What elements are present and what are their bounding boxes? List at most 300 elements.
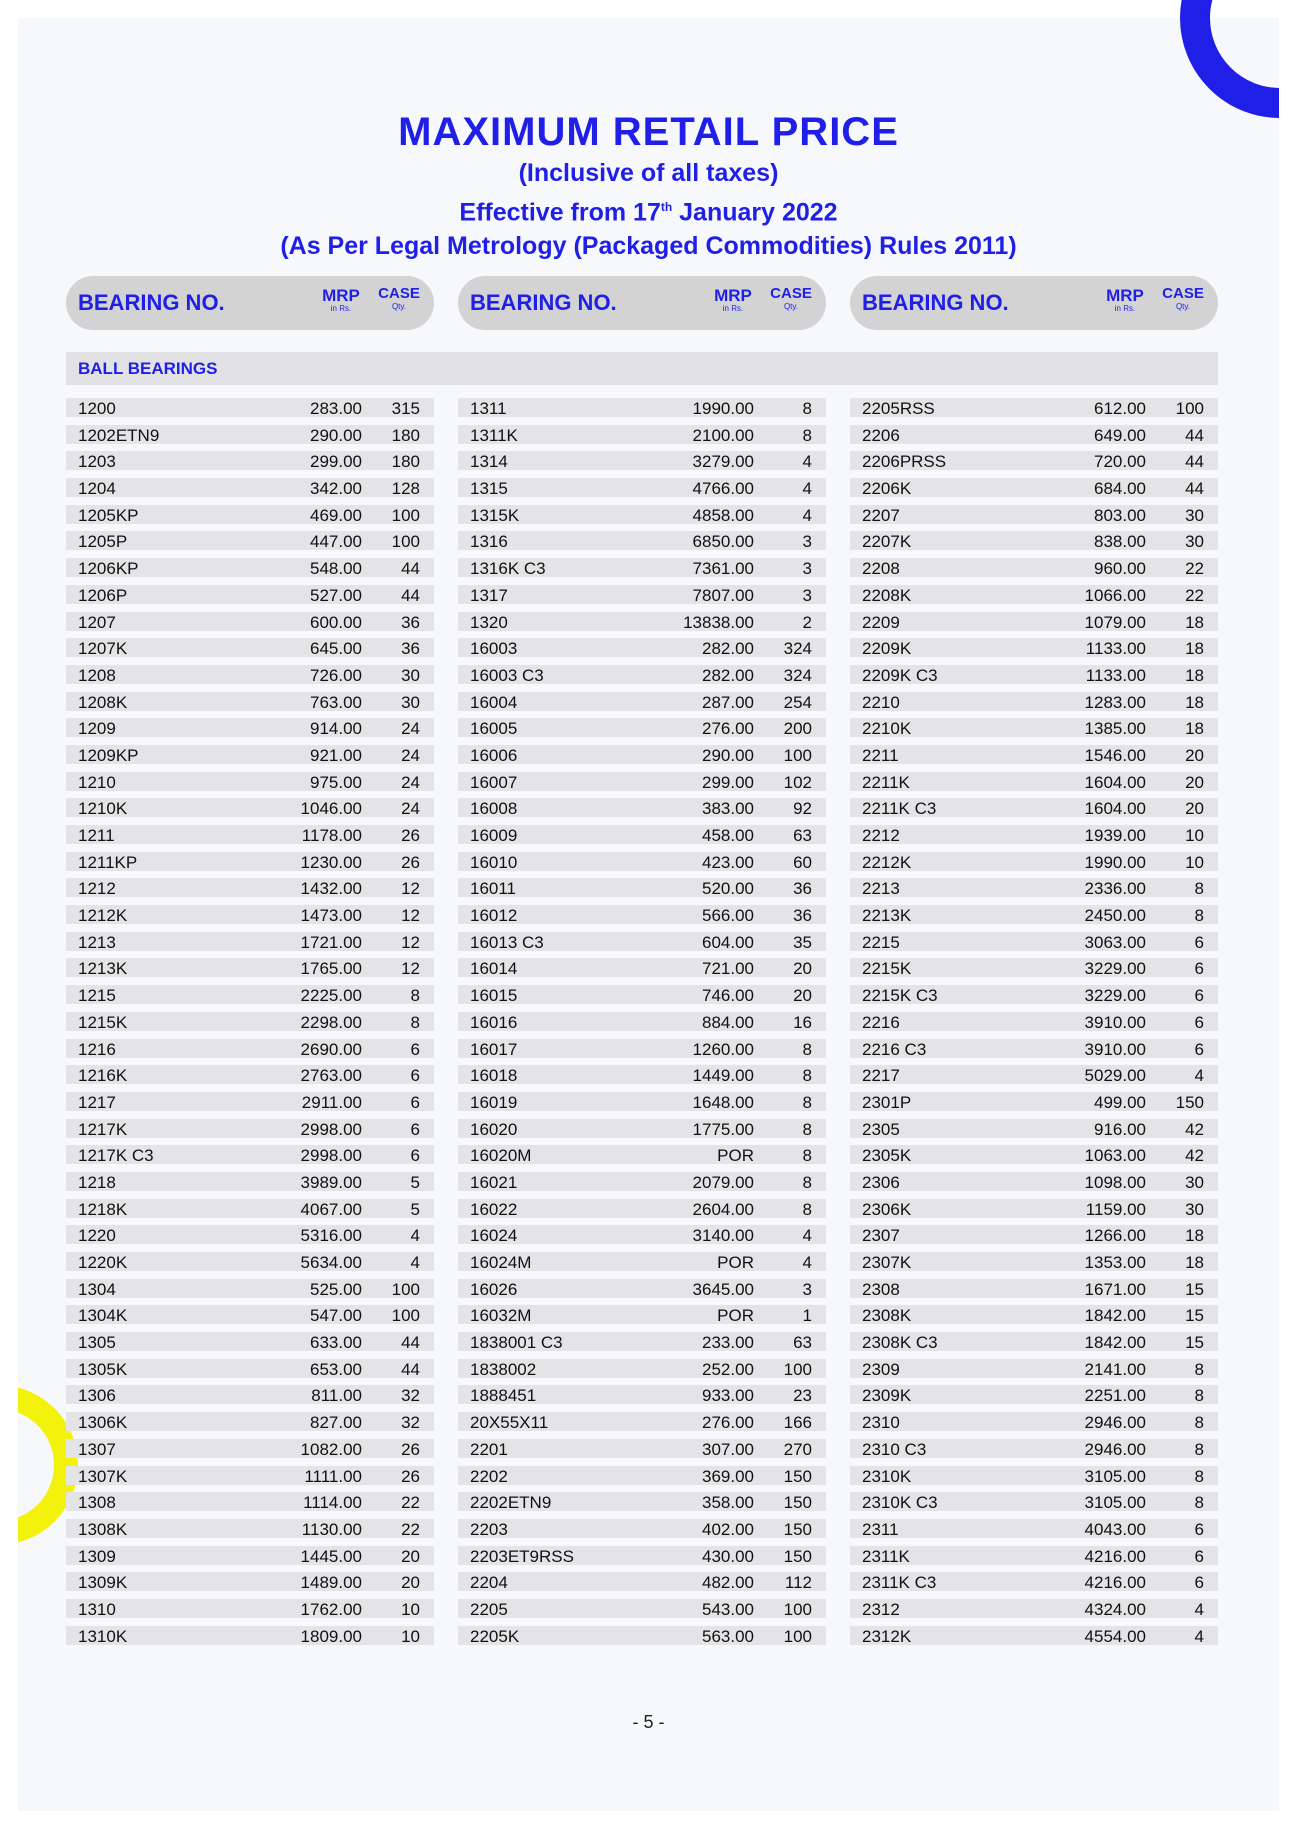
row-shading (66, 772, 434, 791)
row-shading (458, 612, 826, 631)
bearing-number: 2207 (862, 505, 900, 525)
mrp-value: 1079.00 (1084, 612, 1146, 632)
case-qty: 150 (783, 1519, 812, 1539)
case-qty: 100 (391, 1306, 420, 1326)
case-qty: 6 (1194, 959, 1204, 979)
mrp-value: 645.00 (310, 639, 362, 659)
case-qty: 30 (401, 692, 420, 712)
table-row (850, 1305, 1218, 1332)
case-qty: 6 (410, 1066, 420, 1086)
mrp-value: 1063.00 (1084, 1146, 1146, 1166)
row-shading (66, 1439, 434, 1458)
table-row (458, 1385, 826, 1412)
case-qty: 24 (401, 772, 420, 792)
mrp-value: 1842.00 (1084, 1333, 1146, 1353)
mrp-value: 543.00 (702, 1599, 754, 1619)
mrp-value: 2141.00 (1084, 1359, 1146, 1379)
mrp-value: 914.00 (310, 719, 362, 739)
case-qty: 8 (802, 1066, 812, 1086)
case-qty: 8 (410, 1012, 420, 1032)
bearing-number: 1217K (78, 1119, 128, 1139)
bearing-number: 2212 (862, 826, 900, 845)
bearing-number: 2215 (862, 932, 900, 952)
bearing-number: 16004 (470, 692, 518, 712)
row-shading (850, 878, 1218, 897)
table-row (458, 451, 826, 478)
row-shading (458, 451, 826, 470)
mrp-value: 1353.00 (1084, 1253, 1146, 1272)
bearing-number: 2312K (862, 1626, 912, 1646)
case-qty: 24 (401, 745, 420, 765)
mrp-value: 7807.00 (692, 585, 754, 605)
mrp-value: 1449.00 (692, 1066, 754, 1086)
bearing-number: 1205P (78, 532, 128, 552)
bearing-number: 16026 (470, 1279, 518, 1299)
case-qty: 44 (1185, 425, 1204, 445)
bearing-number: 1213 (78, 932, 116, 952)
case-qty: 6 (410, 1092, 420, 1112)
bearing-number: 2215K C3 (862, 986, 938, 1006)
mrp-value: 1775.00 (692, 1119, 754, 1139)
bearing-number: 16024M (470, 1253, 532, 1272)
table-row (850, 1412, 1218, 1439)
mrp-value: 3105.00 (1084, 1493, 1146, 1513)
row-shading (458, 585, 826, 604)
bearing-number: 2216 C3 (862, 1039, 927, 1059)
mrp-value: 1473.00 (300, 906, 362, 926)
case-qty: 8 (802, 1146, 812, 1166)
bearing-number: 1209KP (78, 745, 139, 765)
mrp-value: 1432.00 (300, 879, 362, 899)
mrp-value: 4554.00 (1084, 1626, 1146, 1646)
case-qty: 63 (793, 826, 812, 845)
table-row (850, 665, 1218, 692)
mrp-value: 1489.00 (300, 1573, 362, 1593)
mrp-unit: in Rs. (1114, 304, 1136, 313)
case-qty: 4 (802, 1226, 812, 1246)
case-qty: 22 (401, 1519, 420, 1539)
table-row (850, 1466, 1218, 1493)
bearing-number: 2202 (470, 1466, 508, 1486)
case-qty: 166 (783, 1413, 812, 1433)
bearing-number: 1211KP (78, 852, 138, 872)
bearing-number: 2205RSS (862, 399, 935, 418)
mrp-value: 1604.00 (1084, 772, 1146, 792)
table-row (850, 505, 1218, 532)
mrp-value: 1445.00 (300, 1546, 362, 1566)
case-qty: 4 (1194, 1626, 1204, 1646)
table-row (458, 638, 826, 665)
mrp-value: 1604.00 (1084, 799, 1146, 819)
case-qty: 2 (802, 612, 812, 632)
case-qty: 18 (1185, 719, 1204, 739)
table-row (66, 1412, 434, 1439)
row-shading (850, 932, 1218, 951)
bearing-number: 2310 (862, 1413, 900, 1433)
row-shading (850, 1519, 1218, 1538)
case-qty: 44 (401, 1333, 420, 1353)
mrp-value: 527.00 (310, 585, 362, 605)
table-row (66, 558, 434, 585)
case-qty: 44 (1185, 479, 1204, 499)
case-qty: 10 (1185, 852, 1204, 872)
mrp-value: 287.00 (702, 692, 754, 712)
case-qty: 20 (401, 1546, 420, 1566)
case-qty: 10 (401, 1599, 420, 1619)
case-qty: 8 (802, 1199, 812, 1219)
mrp-value: 721.00 (702, 959, 754, 979)
case-qty: 22 (401, 1493, 420, 1513)
mrp-value: 1809.00 (300, 1626, 362, 1646)
mrp-value: 3229.00 (1084, 959, 1146, 979)
rules-note: (As Per Legal Metrology (Packaged Commodities) Rules 2011) (280, 232, 1017, 261)
case-qty: 100 (391, 505, 420, 525)
mrp-label (316, 288, 366, 313)
case-qty-label (766, 286, 816, 311)
mrp-value: 960.00 (1094, 559, 1146, 579)
bearing-number: 2206PRSS (862, 452, 947, 472)
table-row (66, 932, 434, 959)
case-qty: 3 (802, 532, 812, 552)
mrp-value: 402.00 (702, 1519, 754, 1539)
table-row (458, 1012, 826, 1039)
mrp-value: 307.00 (702, 1439, 754, 1459)
bearing-number: 2307 (862, 1226, 900, 1246)
case-qty: 8 (1194, 1413, 1204, 1433)
table-row (66, 612, 434, 639)
mrp-value: 276.00 (702, 719, 754, 739)
bearing-number: 1207K (78, 639, 128, 659)
row-shading (66, 985, 434, 1004)
table-row (458, 1466, 826, 1493)
table-row (458, 1039, 826, 1066)
mrp-value: 1939.00 (1084, 826, 1146, 845)
bearing-number: 2212K (862, 852, 912, 872)
table-row (850, 825, 1218, 852)
row-shading (458, 1519, 826, 1538)
table-row (458, 852, 826, 879)
table-row (458, 531, 826, 558)
table-row (66, 665, 434, 692)
bearing-number: 1307 (78, 1439, 116, 1459)
section-title: BALL BEARINGS (78, 359, 218, 378)
bearing-number: 2211K (862, 772, 910, 792)
table-row (850, 798, 1218, 825)
bearing-no-label: BEARING NO. (78, 290, 225, 315)
table-row (66, 1252, 434, 1279)
row-shading (458, 398, 826, 417)
mrp-value: 633.00 (310, 1333, 362, 1353)
row-shading (66, 1599, 434, 1618)
bearing-number: 1305K (78, 1359, 128, 1379)
table-row (458, 1145, 826, 1172)
case-qty: 5 (410, 1199, 420, 1219)
case-qty: 8 (802, 1119, 812, 1139)
mrp-value: 566.00 (702, 906, 754, 926)
bearing-number: 1216 (78, 1039, 116, 1059)
row-shading (850, 1065, 1218, 1084)
table-row (66, 745, 434, 772)
case-qty: 16 (793, 1012, 812, 1032)
bearing-number: 1206P (78, 585, 128, 605)
row-shading (66, 878, 434, 897)
bearing-number: 16022 (470, 1199, 518, 1219)
row-shading (66, 665, 434, 684)
case-qty: 12 (401, 879, 420, 899)
table-row (850, 1519, 1218, 1546)
bearing-number: 16017 (470, 1039, 518, 1059)
table-row (458, 1279, 826, 1306)
bearing-number: 16009 (470, 826, 518, 845)
mrp-value: 369.00 (702, 1466, 754, 1486)
table-row (66, 1546, 434, 1573)
case-qty: 3 (802, 1279, 812, 1299)
mrp-value: 547.00 (310, 1306, 362, 1326)
mrp-label (708, 288, 758, 313)
case-qty: 15 (1185, 1306, 1204, 1326)
mrp-value: 2946.00 (1084, 1439, 1146, 1459)
bearing-number: 2211K C3 (862, 799, 937, 819)
table-row (458, 1412, 826, 1439)
bearing-number: 2206 (862, 425, 900, 445)
bearing-number: 2306 (862, 1172, 900, 1192)
case-qty: 8 (802, 1092, 812, 1112)
mrp-value: 358.00 (702, 1493, 754, 1513)
mrp-value: 720.00 (1094, 452, 1146, 472)
case-qty: 36 (401, 639, 420, 659)
mrp-value: 283.00 (310, 399, 362, 418)
mrp-value: 1260.00 (692, 1039, 754, 1059)
mrp-value: 4766.00 (692, 479, 754, 499)
row-shading (66, 1092, 434, 1111)
row-shading (66, 451, 434, 470)
bearing-number: 1218K (78, 1199, 128, 1219)
bearing-number: 2204 (470, 1573, 508, 1593)
case-qty: 100 (391, 1279, 420, 1299)
price-table-column-2 (458, 398, 826, 1652)
table-row (850, 852, 1218, 879)
case-qty: 12 (401, 932, 420, 952)
case-qty: 92 (793, 799, 812, 819)
bearing-number: 1304 (78, 1279, 116, 1299)
table-row (850, 558, 1218, 585)
mrp-value: 1178.00 (301, 826, 362, 845)
mrp-value: POR (717, 1306, 754, 1326)
bearing-number: 2210 (862, 692, 900, 712)
table-row (458, 505, 826, 532)
case-qty: 4 (802, 1253, 812, 1272)
table-row (458, 825, 826, 852)
tax-note: (Inclusive of all taxes) (518, 159, 779, 187)
mrp-value: 1046.00 (300, 799, 362, 819)
bearing-number: 1211 (78, 826, 115, 845)
mrp-value: 3910.00 (1084, 1039, 1146, 1059)
mrp-value: 1385.00 (1084, 719, 1146, 739)
mrp-value: 469.00 (310, 505, 362, 525)
table-row (66, 1599, 434, 1626)
bearing-number: 1316K C3 (470, 559, 546, 579)
table-row (458, 932, 826, 959)
table-row (458, 878, 826, 905)
table-row (66, 1172, 434, 1199)
case-qty: 8 (410, 986, 420, 1006)
table-row (66, 1092, 434, 1119)
case-qty: 8 (802, 399, 812, 418)
case-unit: Qty. (783, 302, 799, 311)
bearing-number: 16020M (470, 1146, 532, 1166)
table-row (66, 1439, 434, 1466)
bearing-number: 1304K (78, 1306, 128, 1326)
row-shading (850, 1119, 1218, 1138)
bearing-number: 2203ET9RSS (470, 1546, 574, 1566)
row-shading (66, 1279, 434, 1298)
table-row (458, 1439, 826, 1466)
effective-date-pre: Effective from 17 (459, 198, 661, 227)
bearing-number: 16005 (470, 719, 518, 739)
mrp-value: 2079.00 (692, 1172, 754, 1192)
bearing-number: 2207K (862, 532, 912, 552)
table-row (458, 1546, 826, 1573)
mrp-value: 975.00 (310, 772, 362, 792)
row-shading (66, 612, 434, 631)
case-qty: 6 (410, 1119, 420, 1139)
bearing-number: 1212K (78, 906, 128, 926)
case-qty: 3 (802, 559, 812, 579)
mrp-label (1100, 288, 1150, 313)
row-shading (850, 1279, 1218, 1298)
bearing-number: 2217 (862, 1066, 900, 1086)
case-qty: 4 (802, 479, 812, 499)
table-row (850, 1065, 1218, 1092)
row-shading (850, 505, 1218, 524)
table-row (850, 1225, 1218, 1252)
mrp-value: 13838.00 (683, 612, 754, 632)
case-qty: 44 (401, 559, 420, 579)
bearing-number: 1308 (78, 1493, 116, 1513)
case-qty: 150 (783, 1546, 812, 1566)
table-row (458, 1119, 826, 1146)
case-qty: 8 (802, 1172, 812, 1192)
table-row (850, 905, 1218, 932)
mrp-value: 2100.00 (692, 425, 754, 445)
row-shading (850, 1012, 1218, 1031)
bearing-number: 1307K (78, 1466, 128, 1486)
bearing-number: 16011 (470, 879, 517, 899)
row-shading (66, 1039, 434, 1058)
bearing-number: 16010 (470, 852, 518, 872)
table-row (458, 745, 826, 772)
mrp-value: 520.00 (702, 879, 754, 899)
mrp-value: 4858.00 (692, 505, 754, 525)
mrp-value: 1130.00 (301, 1519, 362, 1539)
bearing-number: 1205KP (78, 505, 139, 525)
table-row (66, 531, 434, 558)
bearing-number: 1315K (470, 505, 520, 525)
mrp-value: 383.00 (702, 799, 754, 819)
bearing-number: 2306K (862, 1199, 912, 1219)
case-qty: 18 (1185, 612, 1204, 632)
bearing-number: 16013 C3 (470, 932, 544, 952)
case-qty: 270 (783, 1439, 812, 1459)
case-label-text: CASE (1162, 285, 1204, 302)
bearing-number: 2202ETN9 (470, 1493, 552, 1513)
case-label-text: CASE (378, 285, 420, 302)
case-qty: 8 (1194, 1359, 1204, 1379)
bearing-number: 16019 (470, 1092, 518, 1112)
table-row (66, 1119, 434, 1146)
mrp-value: 604.00 (702, 932, 754, 952)
case-qty: 35 (793, 932, 812, 952)
mrp-value: 290.00 (702, 745, 754, 765)
bearing-number: 16020 (470, 1119, 518, 1139)
bearing-number: 2310K (862, 1466, 912, 1486)
table-row (458, 718, 826, 745)
mrp-value: 2450.00 (1084, 906, 1146, 926)
row-shading (850, 1225, 1218, 1244)
bearing-number: 2205K (470, 1626, 520, 1646)
mrp-value: 1082.00 (300, 1439, 362, 1459)
case-qty: 12 (401, 906, 420, 926)
case-qty: 8 (802, 425, 812, 445)
case-qty: 100 (1175, 399, 1204, 418)
bearing-number: 2209K C3 (862, 665, 938, 685)
bearing-number: 2305K (862, 1146, 912, 1166)
table-row (458, 798, 826, 825)
table-row (850, 1492, 1218, 1519)
table-row (66, 1065, 434, 1092)
table-row (66, 1572, 434, 1599)
row-shading (66, 1172, 434, 1191)
case-qty: 12 (401, 959, 420, 979)
case-qty-label (1158, 286, 1208, 311)
bearing-number: 2310K C3 (862, 1493, 938, 1513)
table-row (850, 478, 1218, 505)
table-row (850, 958, 1218, 985)
column-header-2 (458, 276, 826, 330)
row-shading (458, 1466, 826, 1485)
bearing-number: 16006 (470, 745, 518, 765)
page-title: MAXIMUM RETAIL PRICE (398, 110, 899, 154)
table-row (850, 1252, 1218, 1279)
bearing-number: 1218 (78, 1172, 116, 1192)
case-qty: 26 (401, 1439, 420, 1459)
bearing-no-label: BEARING NO. (470, 290, 617, 315)
mrp-value: 653.00 (310, 1359, 362, 1379)
bearing-number: 2210K (862, 719, 912, 739)
table-row (458, 1359, 826, 1386)
table-row (850, 1145, 1218, 1172)
case-qty: 4 (410, 1253, 420, 1272)
bearing-number: 2209K (862, 639, 912, 659)
mrp-value: 276.00 (702, 1413, 754, 1433)
case-qty: 324 (783, 665, 812, 685)
table-row (66, 958, 434, 985)
bearing-number: 2206K (862, 479, 912, 499)
table-row (850, 1546, 1218, 1573)
row-shading (66, 1385, 434, 1404)
row-shading (66, 1492, 434, 1511)
case-qty: 8 (802, 1039, 812, 1059)
bearing-number: 1220K (78, 1253, 128, 1272)
row-shading (458, 478, 826, 497)
bearing-number: 1207 (78, 612, 116, 632)
case-qty: 15 (1185, 1333, 1204, 1353)
table-row (458, 398, 826, 425)
column-header-1 (66, 276, 434, 330)
mrp-value: 3063.00 (1084, 932, 1146, 952)
mrp-value: 3989.00 (300, 1172, 362, 1192)
mrp-label-text: MRP (1106, 286, 1144, 305)
